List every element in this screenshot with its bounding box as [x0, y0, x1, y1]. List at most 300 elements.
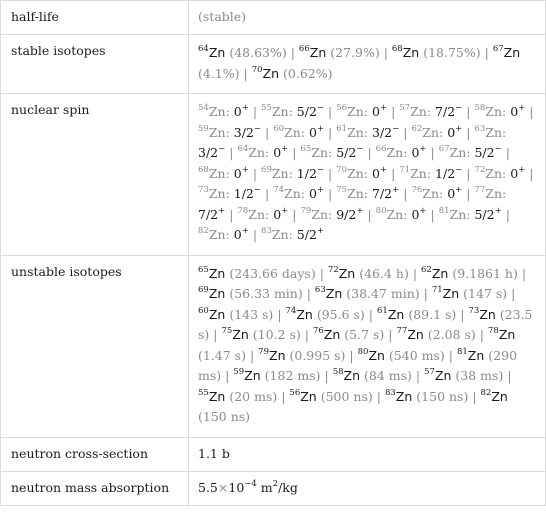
- mass-number: 79: [258, 346, 269, 357]
- spin-number: 1/2: [233, 186, 254, 201]
- mass-number: 61: [377, 305, 388, 316]
- isotope-symbol: [397, 327, 424, 342]
- isotope-symbol: [258, 348, 285, 363]
- mass-number: 83: [261, 226, 272, 236]
- element-symbol: Zn: [323, 327, 341, 342]
- element-symbol: Zn:: [284, 124, 305, 140]
- spin-value: [372, 104, 387, 119]
- parity: +: [379, 103, 388, 113]
- element-symbol: Zn:: [208, 227, 230, 242]
- isotope-symbol: [237, 145, 269, 160]
- spin-entry: [411, 186, 462, 201]
- separator: |: [511, 286, 516, 301]
- isotope-entry: [421, 266, 518, 281]
- separator: |: [466, 124, 471, 140]
- isotope-value: (56.33 min): [229, 286, 303, 301]
- element-symbol: Zn:: [386, 206, 408, 222]
- isotope-symbol: [474, 104, 506, 119]
- element-symbol: Zn:: [410, 165, 432, 181]
- separator: |: [466, 186, 471, 201]
- isotope-symbol: [432, 286, 459, 301]
- mass-number: 78: [487, 326, 499, 336]
- element-symbol: Zn:: [284, 186, 305, 201]
- spin-value: [234, 125, 261, 140]
- mass-number: 56: [289, 387, 301, 398]
- mass-number: 61: [336, 123, 348, 134]
- mass-number: 60: [273, 123, 285, 134]
- isotope-value: (182 ms): [264, 368, 321, 383]
- element-symbol: Zn: [407, 327, 424, 342]
- isotope-entry: [286, 307, 365, 322]
- spin-number: 7/2: [372, 186, 393, 201]
- parity: +: [241, 164, 249, 175]
- element-symbol: Zn:: [485, 124, 507, 140]
- separator: |: [466, 104, 471, 119]
- spin-number: 0: [233, 227, 242, 242]
- separator: |: [252, 227, 258, 242]
- mass-number: 75: [221, 326, 233, 336]
- spin-entry: [273, 186, 324, 201]
- separator: |: [484, 45, 489, 60]
- isotope-symbol: [488, 327, 515, 342]
- mass-number: 78: [237, 205, 249, 216]
- mass-number: 56: [336, 103, 348, 113]
- separator: |: [306, 286, 311, 301]
- spin-number: 0: [308, 186, 317, 201]
- spin-entry: [336, 166, 387, 181]
- spin-entry: [198, 186, 261, 201]
- spin-number: 0: [447, 186, 456, 201]
- isotope-entry: [198, 45, 287, 60]
- element-symbol: Zn:: [208, 186, 230, 201]
- separator: |: [466, 165, 471, 181]
- isotope-symbol: [273, 186, 305, 201]
- isotope-entry: [198, 266, 316, 281]
- element-symbol: Zn: [269, 347, 286, 363]
- isotope-value: (143 s): [229, 306, 274, 322]
- mass-number: 68: [391, 44, 403, 54]
- isotope-symbol: [376, 207, 408, 222]
- isotope-symbol: [336, 186, 368, 201]
- separator: |: [349, 347, 354, 363]
- mass-number: 70: [251, 64, 263, 75]
- row-value: [189, 1, 546, 35]
- base: 10: [228, 479, 245, 495]
- spin-value: [411, 207, 426, 222]
- separator: |: [265, 124, 270, 140]
- element-symbol: Zn: [498, 327, 516, 342]
- element-symbol: Zn: [338, 265, 356, 281]
- spin-value: [198, 145, 225, 160]
- spin-number: 0: [372, 165, 380, 181]
- separator: |: [213, 327, 218, 342]
- mass-number: 66: [375, 144, 387, 154]
- isotope-value: (2.08 s): [427, 327, 476, 342]
- element-symbol: Zn:: [271, 227, 293, 242]
- mass-number: 55: [198, 387, 209, 398]
- mass-number: 69: [198, 285, 209, 295]
- isotope-symbol: [198, 125, 230, 140]
- isotope-symbol: [399, 104, 431, 119]
- isotope-value: (38 ms): [455, 368, 504, 383]
- spin-value: [435, 104, 462, 119]
- row-label: unstable isotopes: [1, 255, 189, 437]
- mantissa: 5.5: [198, 479, 218, 495]
- separator: |: [415, 368, 421, 383]
- separator: |: [521, 265, 527, 281]
- isotope-value: (150 ns): [416, 388, 469, 404]
- isotope-symbol: [377, 307, 404, 322]
- isotope-symbol: [261, 166, 293, 181]
- mass-number: 77: [396, 326, 408, 336]
- spin-entry: [198, 227, 249, 242]
- spin-entry: [300, 207, 363, 222]
- separator: |: [423, 286, 428, 301]
- mass-number: 62: [411, 123, 423, 134]
- isotope-symbol: [421, 266, 448, 281]
- parity: +: [281, 205, 289, 216]
- separator: |: [505, 145, 510, 160]
- parity: +: [379, 164, 388, 175]
- isotope-symbol: [328, 266, 355, 281]
- separator: |: [249, 347, 255, 363]
- parity: −: [316, 164, 325, 175]
- isotope-symbol: [198, 166, 230, 181]
- table-row: [1, 35, 546, 94]
- separator: |: [265, 186, 270, 201]
- spin-number: 5/2: [296, 227, 317, 242]
- spin-number: 1/2: [296, 165, 317, 181]
- spin-entry: [261, 227, 324, 242]
- element-symbol: Zn:: [248, 206, 270, 222]
- spin-value: [411, 145, 426, 160]
- element-symbol: Zn:: [248, 145, 270, 160]
- spin-number: 9/2: [336, 206, 357, 222]
- spin-value: [372, 186, 399, 201]
- isotope-symbol: [336, 104, 368, 119]
- isotope-symbol: [439, 145, 471, 160]
- separator: |: [529, 165, 534, 181]
- separator: |: [430, 145, 435, 160]
- element-symbol: Zn: [296, 306, 313, 322]
- isotope-symbol: [300, 207, 332, 222]
- parity: −: [455, 103, 463, 113]
- isotope-symbol: [493, 45, 520, 60]
- separator: |: [505, 206, 510, 222]
- isotope-value: (48.63%): [229, 45, 287, 60]
- isotope-symbol: [315, 286, 342, 301]
- element-symbol: Zn:: [449, 145, 471, 160]
- mass-number: 62: [421, 264, 432, 275]
- spin-number: 3/2: [233, 124, 254, 140]
- element-symbol: Zn:: [386, 145, 408, 160]
- isotope-value: (46.4 h): [359, 265, 409, 281]
- isotope-entry: [258, 348, 345, 363]
- spin-entry: [376, 145, 427, 160]
- element-symbol: Zn:: [271, 104, 293, 119]
- mass-number: 72: [474, 164, 486, 175]
- isotope-symbol: [313, 327, 340, 342]
- spin-entry: [474, 104, 525, 119]
- row-label: stable isotopes: [1, 35, 189, 94]
- mass-number: 71: [399, 164, 411, 175]
- spin-number: 5/2: [336, 145, 357, 160]
- mass-number: 65: [300, 144, 312, 154]
- mass-number: 81: [438, 205, 450, 216]
- separator: |: [460, 306, 465, 322]
- isotope-symbol: [198, 307, 225, 322]
- element-symbol: Zn: [309, 45, 327, 60]
- isotope-entry: [221, 327, 300, 342]
- element-symbol: Zn:: [347, 186, 369, 201]
- isotope-entry: [333, 368, 412, 383]
- mass-number: 58: [474, 103, 486, 113]
- element-symbol: Zn: [208, 388, 226, 404]
- element-symbol: Zn: [467, 347, 485, 363]
- isotope-symbol: [336, 125, 368, 140]
- spin-value: [447, 125, 462, 140]
- isotope-symbol: [474, 125, 506, 140]
- isotope-value: (290 ms): [198, 347, 518, 383]
- isotope-entry: [198, 286, 303, 301]
- isotope-value: (0.62%): [283, 65, 333, 81]
- parity: −: [392, 123, 400, 134]
- separator: |: [472, 388, 477, 404]
- separator: |: [290, 45, 295, 60]
- parity: +: [419, 205, 427, 216]
- isotope-value: (9.1861 h): [452, 265, 518, 281]
- parity: −: [494, 144, 502, 154]
- parity: −: [253, 185, 262, 195]
- isotope-symbol: [439, 207, 471, 222]
- spin-value: [297, 227, 324, 242]
- element-symbol: Zn: [442, 286, 460, 301]
- mass-number: 54: [198, 103, 209, 113]
- separator: |: [243, 65, 248, 81]
- mass-number: 69: [261, 164, 272, 175]
- mass-number: 67: [438, 144, 450, 154]
- mass-number: 83: [384, 387, 396, 398]
- element-symbol: Zn:: [208, 104, 230, 119]
- parity: +: [494, 205, 502, 216]
- parity: −: [356, 144, 364, 154]
- parity: −: [316, 103, 325, 113]
- element-symbol: Zn: [208, 45, 226, 60]
- isotope-symbol: [237, 207, 269, 222]
- spin-number: 0: [308, 124, 317, 140]
- row-value: [189, 35, 546, 94]
- spin-number: 0: [233, 165, 242, 181]
- element-symbol: Zn: [325, 286, 343, 301]
- element-symbol: Zn: [491, 388, 508, 404]
- isotope-symbol: [385, 389, 412, 404]
- separator: |: [368, 306, 374, 322]
- parity: −: [253, 123, 262, 134]
- isotope-value: (95.6 s): [316, 306, 365, 322]
- table-row: [1, 255, 546, 437]
- spin-entry: [439, 145, 502, 160]
- spin-number: 0: [510, 104, 519, 119]
- parity: +: [518, 103, 526, 113]
- spin-value: [234, 227, 249, 242]
- spin-value: [273, 145, 288, 160]
- spin-number: 0: [411, 206, 420, 222]
- mass-number: 73: [198, 185, 209, 195]
- element-symbol: Zn: [434, 368, 452, 383]
- isotope-entry: [233, 368, 320, 383]
- isotope-value: (38.47 min): [346, 286, 420, 301]
- parity: +: [316, 226, 325, 236]
- element-symbol: Zn:: [208, 165, 230, 181]
- mass-number: 57: [424, 367, 435, 377]
- isotope-symbol: [481, 389, 508, 404]
- element-symbol: Zn: [232, 327, 249, 342]
- isotope-symbol: [198, 104, 230, 119]
- element-symbol: Zn: [262, 65, 280, 81]
- isotope-entry: [424, 368, 503, 383]
- element-symbol: Zn: [208, 265, 226, 281]
- element-symbol: Zn:: [485, 186, 507, 201]
- separator: |: [328, 104, 333, 119]
- spin-value: [309, 125, 324, 140]
- isotope-value: (4.1%): [198, 65, 240, 81]
- mass-number: 81: [456, 346, 468, 357]
- spin-number: 0: [233, 104, 242, 119]
- separator: |: [292, 145, 297, 160]
- mass-number: 59: [233, 367, 245, 377]
- spin-number: 0: [273, 145, 282, 160]
- unit: m: [260, 479, 273, 495]
- element-symbol: Zn:: [449, 206, 471, 222]
- row-label: half-life: [1, 1, 189, 35]
- element-symbol: Zn:: [347, 124, 369, 140]
- row-value: [189, 471, 546, 505]
- separator: |: [324, 368, 329, 383]
- separator: |: [507, 368, 512, 383]
- isotope-value: (84 ms): [364, 368, 412, 383]
- parity: +: [455, 123, 463, 134]
- spin-entry: [336, 104, 387, 119]
- isotope-entry: [377, 307, 456, 322]
- isotope-symbol: [300, 145, 332, 160]
- isotope-entry: [328, 266, 409, 281]
- parity: +: [218, 205, 226, 216]
- spin-value: [510, 104, 525, 119]
- separator: |: [479, 327, 484, 342]
- mass-number: 76: [312, 326, 324, 336]
- spin-value: [234, 166, 249, 181]
- isotope-symbol: [273, 125, 305, 140]
- absorption-value: [198, 480, 298, 495]
- isotope-value: (0.995 s): [289, 347, 346, 363]
- isotope-symbol: [221, 327, 248, 342]
- separator: |: [388, 327, 393, 342]
- unit-rest: /kg: [278, 479, 298, 495]
- spin-value: [198, 207, 225, 222]
- isotope-value: (243.66 days): [229, 265, 316, 281]
- spin-number: 0: [447, 124, 456, 140]
- spin-value: [447, 186, 462, 201]
- parity: −: [218, 144, 226, 154]
- mass-number: 82: [480, 387, 492, 398]
- spin-entry: [474, 166, 525, 181]
- element-symbol: Zn:: [311, 206, 333, 222]
- isotope-value: (147 s): [463, 286, 508, 301]
- mass-number: 76: [411, 185, 423, 195]
- spin-entry: [237, 207, 288, 222]
- table-row: [1, 94, 546, 256]
- spin-value: [309, 186, 324, 201]
- row-label: neutron mass absorption: [1, 471, 189, 505]
- element-symbol: Zn:: [311, 145, 333, 160]
- spin-number: 3/2: [372, 124, 393, 140]
- spin-value: [234, 186, 261, 201]
- spin-entry: [198, 104, 249, 119]
- row-value: [189, 437, 546, 471]
- separator: |: [430, 206, 435, 222]
- isotope-symbol: [411, 186, 443, 201]
- isotope-value: (500 ns): [320, 388, 373, 404]
- spin-entry: [399, 166, 462, 181]
- spin-value: [372, 125, 399, 140]
- element-symbol: Zn: [343, 368, 361, 383]
- separator: |: [225, 368, 230, 383]
- isotope-entry: [198, 307, 273, 322]
- isotope-symbol: [289, 389, 316, 404]
- spin-number: 0: [510, 165, 519, 181]
- table-row: [1, 437, 546, 471]
- spin-number: 5/2: [474, 145, 495, 160]
- isotope-symbol: [261, 227, 293, 242]
- spin-entry: [411, 125, 462, 140]
- mass-number: 82: [198, 226, 209, 236]
- spin-value: [372, 166, 387, 181]
- mass-number: 63: [314, 285, 326, 295]
- isotope-entry: [252, 66, 333, 81]
- separator: |: [252, 165, 258, 181]
- mass-number: 71: [431, 285, 443, 295]
- mass-number: 68: [198, 164, 209, 175]
- mass-number: 70: [336, 164, 348, 175]
- isotope-symbol: [336, 166, 368, 181]
- spin-value: [474, 145, 501, 160]
- isotope-symbol: [198, 45, 225, 60]
- separator: |: [391, 104, 396, 119]
- isotope-symbol: [411, 125, 443, 140]
- isotope-value: (23.5 s): [198, 306, 533, 342]
- separator: |: [292, 206, 297, 222]
- mass-number: 80: [375, 205, 387, 216]
- spin-entry: [300, 145, 363, 160]
- spin-number: 5/2: [474, 206, 495, 222]
- separator: |: [367, 206, 372, 222]
- mass-number: 63: [474, 123, 486, 134]
- separator: |: [529, 104, 534, 119]
- separator: |: [367, 145, 372, 160]
- spin-entry: [336, 186, 399, 201]
- spin-number: 0: [372, 104, 380, 119]
- table-row: [1, 1, 546, 35]
- parity: +: [316, 185, 325, 195]
- element-symbol: Zn:: [271, 165, 293, 181]
- separator: |: [328, 186, 333, 201]
- element-symbol: Zn:: [347, 104, 369, 119]
- isotope-symbol: [233, 368, 260, 383]
- element-symbol: Zn:: [422, 186, 444, 201]
- separator: |: [328, 165, 333, 181]
- separator: |: [383, 45, 388, 60]
- isotope-symbol: [198, 266, 225, 281]
